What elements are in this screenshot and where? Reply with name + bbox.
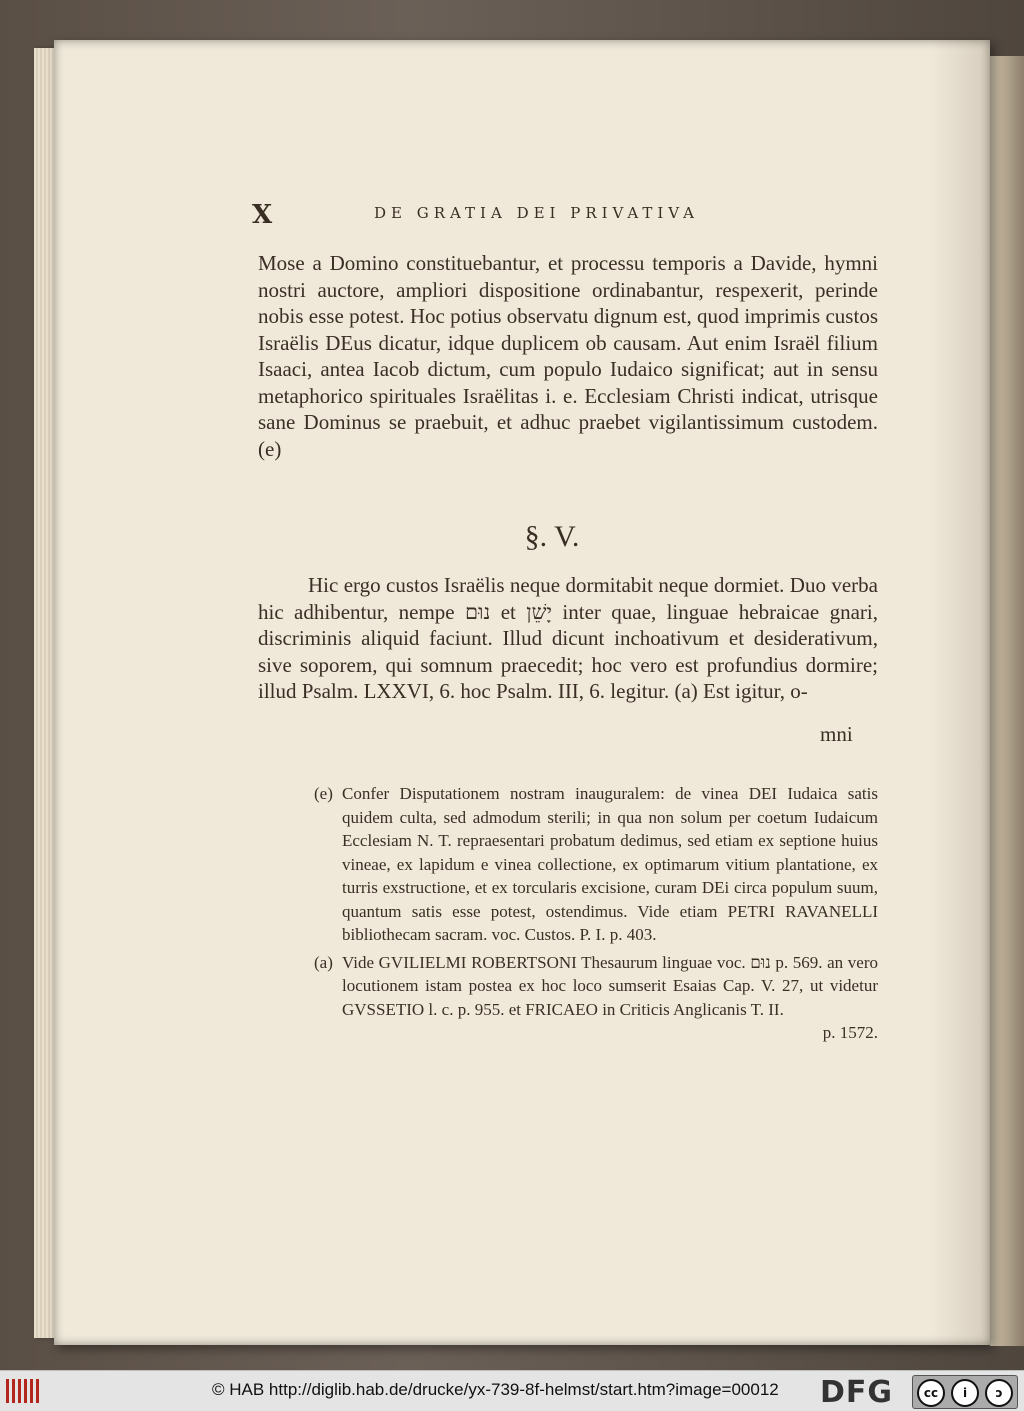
paragraph-1-text: Mose a Domino constituebantur, et processu temporis a Davide, hymni nostri auctore, ampliori dispositione ordinabantur, respexerit, perinde nobis esse potest. Hoc potius observatu dignum est, quod imprimis custos Israëlis DEus dicatur, idque duplicem ob causam. Aut enim Israël filium Isaaci, antea Iacob dictum, cum populo Iudaico significat; aut in sensu metaphorico spirituales Israëlitas i. e. Ecclesiam Christi indicat, utrisque sane Dominus se praebuit, et adhuc praebet vigilantissimum custodem. (e) [258,251,878,461]
section-heading [0,520,1024,554]
facing-page-edge [990,56,1024,1346]
section-mark: §. V. [524,520,580,553]
footnote-mark: (e) [314,784,333,803]
viewer-footer [0,1370,1024,1411]
footnotes [314,782,878,1049]
license-badge[interactable] [912,1375,1018,1409]
paragraph-1 [258,250,878,462]
page-shading [930,40,990,1345]
book-cover-edge [34,48,56,1338]
footnote-e [314,782,878,947]
cc-icon: cc [917,1379,945,1407]
catchword: mni [820,722,853,746]
dfg-logo[interactable]: DFG [820,1375,894,1410]
footnote-end: p. 1572. [822,1023,878,1042]
page-header [252,200,752,230]
page-number: X [252,200,273,230]
paragraph-2 [258,572,878,705]
footnote-mark: (a) [314,952,333,972]
paragraph-2-text: Hic ergo custos Israëlis neque dormitabit neque dormiet. Duo verba hic adhibentur, nempe נוּם et יָשֵׁן inter quae, linguae hebraicae gnari, discriminis aliquid faciunt. Illud dicunt inchoativum et desiderativum, sive soporem, qui somnum praecedit; hoc vero est profundius dormire; illud Psalm. LXXVI, 6. hoc Psalm. III, 6. legitur. (a) Est igitur, o- [258,573,879,703]
running-title: DE GRATIA DEI PRIVATIVA [374,204,699,222]
footnote-text: Confer Disputationem nostram inauguralem: de vinea DEI Iudaica satis quidem culta, sed admodum sterili; in qua non solum per coetum Iudaicum Ecclesiam N. T. repraesentari probatum dedimus, sed etiam ex septione huius vineae, ex lapidum e vinea collectione, ex optimarum vitium plantatione, ex turris exstructione, et ex torcularis excisione, curam DEi circa populum suum, quantum satis esse potest, ostendimus. Vide etiam PETRI RAVANELLI bibliothecam sacram. voc. Custos. P. I. p. 403. [342,784,878,944]
hab-logo-icon[interactable] [6,1379,40,1403]
sa-icon: ↄ [985,1379,1013,1407]
footnote-text: Vide GVILIELMI ROBERTSONI Thesaurum linguae voc. נוּם p. 569. an vero locutionem istam postea ex hoc loco sumserit Esaias Cap. V. 27, ut videtur GVSSETIO l. c. p. 955. et FRICAEO in Criticis Anglicanis T. II. [342,952,878,1019]
footnote-a [314,951,878,1045]
by-icon: i [951,1379,979,1407]
credit-link[interactable]: © HAB http://diglib.hab.de/drucke/yx-739-8f-helmst/start.htm?image=00012 [212,1380,779,1399]
